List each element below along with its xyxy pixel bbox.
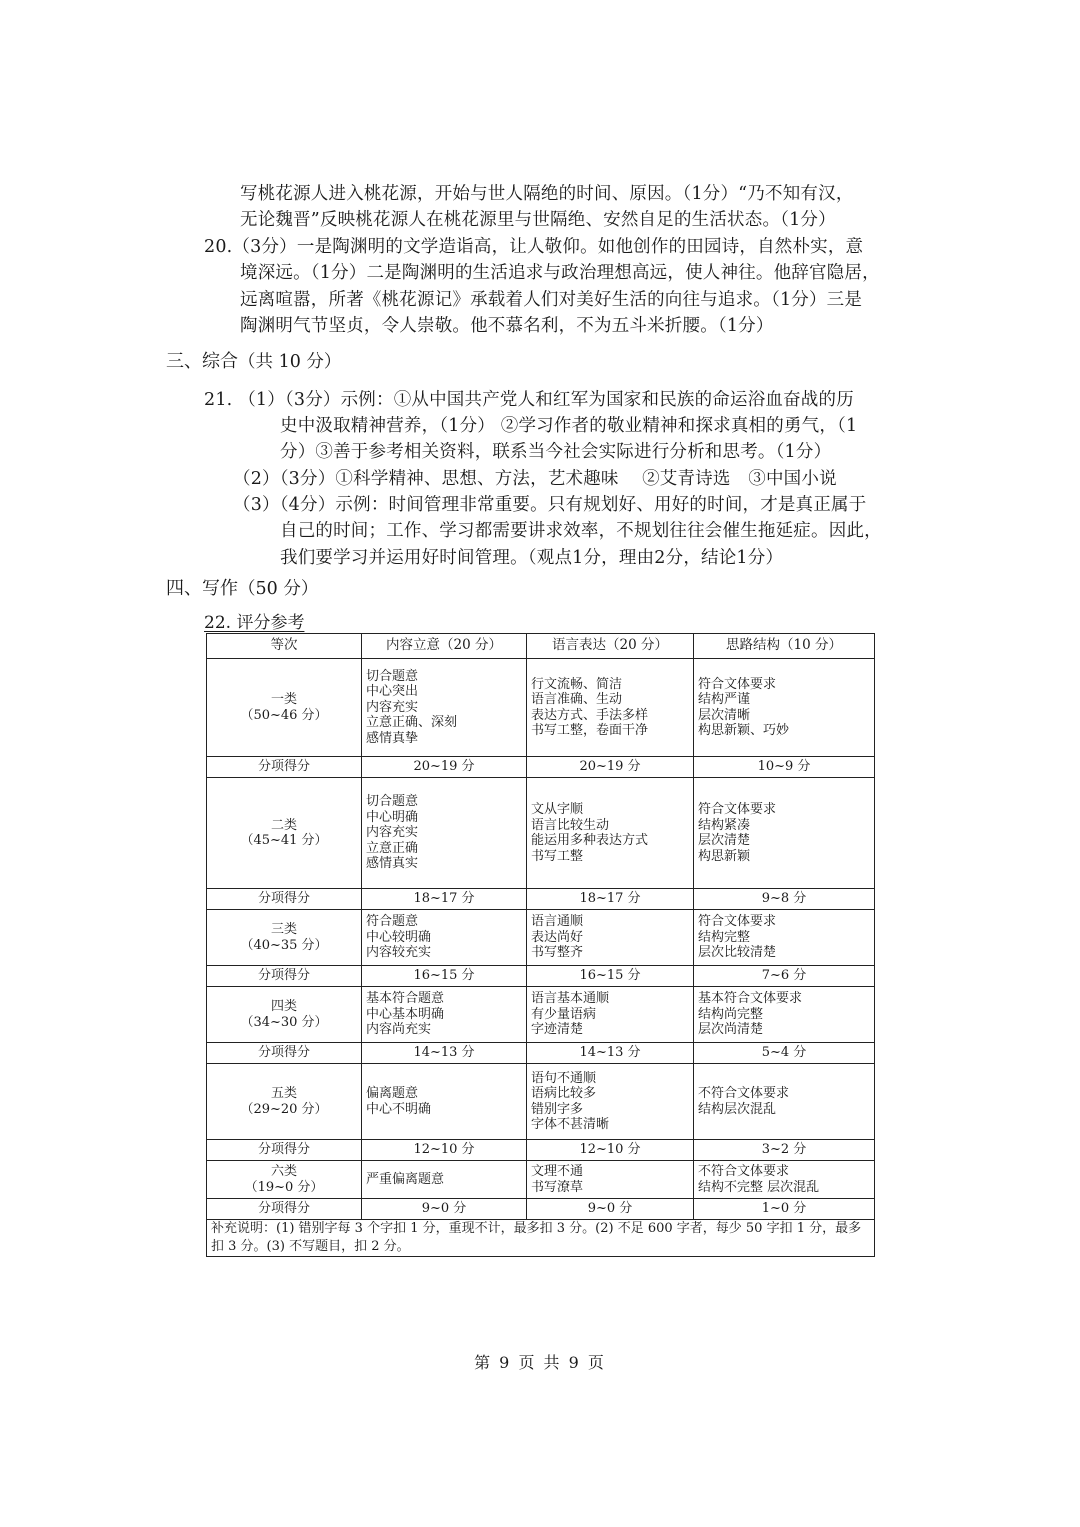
table-header-row: [207, 634, 875, 659]
language-criterion: 语言基本通顺: [531, 991, 610, 1007]
structure-criterion: 结构完整: [698, 929, 751, 945]
content-criterion: 内容充实: [366, 825, 419, 841]
q20-line-3: 远离喧嚣，所著《桃花源记》承载着人们对美好生活的向往与追求。（1分）三是: [240, 290, 863, 310]
language-criteria-cell: [527, 778, 694, 889]
q21-line-2: 史中汲取精神营养，（1分） ②学习作者的敬业精神和探求真相的勇气，（1: [280, 416, 858, 436]
subscore-value: 18~17 分: [527, 889, 694, 910]
subscore-value: 10~9 分: [694, 757, 875, 778]
section-3-heading: [166, 350, 341, 374]
structure-criterion: 结构紧凑: [698, 817, 751, 833]
language-criterion: 语病比较多: [531, 1086, 597, 1101]
subscore-value: 20~19 分: [362, 757, 527, 778]
q21-line-7: 我们要学习并运用好时间管理。（观点1分，理由2分，结论1分）: [280, 548, 784, 568]
language-criterion: 行文流畅、简洁: [531, 676, 623, 692]
grade-range: （45~41 分）: [240, 833, 328, 848]
section-3-title: 三、综合: [166, 351, 238, 372]
structure-criterion: 结构尚完整: [698, 1006, 764, 1022]
content-criterion: 感情真挚: [366, 730, 419, 746]
content-criterion: 内容较充实: [366, 945, 432, 961]
subscore-row: [207, 1140, 875, 1161]
subscore-value: 16~15 分: [362, 966, 527, 987]
language-criterion: 书写工整，卷面干净: [531, 723, 649, 738]
subscore-row: [207, 966, 875, 987]
content-criteria-cell: [362, 659, 527, 757]
subscore-label: 分项得分: [207, 889, 362, 910]
q20-line-2: 境深远。（1分）二是陶渊明的生活追求与政治理想高远，使人神往。他辞官隐居，: [240, 263, 880, 283]
subscore-value: 9~0 分: [362, 1199, 527, 1220]
structure-criterion: 层次清楚: [698, 833, 751, 848]
q20-line-4: 陶渊明气节坚贞，令人崇敬。他不慕名利，不为五斗米折腰。（1分）: [240, 316, 774, 336]
subscore-value: 18~17 分: [362, 889, 527, 910]
content-criterion: 中心较明确: [366, 929, 432, 945]
structure-criterion: 层次比较清楚: [698, 945, 777, 961]
language-criterion: 书写潦草: [531, 1179, 584, 1195]
grade-row: [207, 659, 875, 757]
structure-criterion: 符合文体要求: [698, 676, 777, 692]
grade-range: （40~35 分）: [240, 937, 328, 953]
section-4-heading: [166, 577, 318, 601]
language-criterion: 错别字多: [531, 1101, 584, 1117]
subscore-value: 14~13 分: [527, 1043, 694, 1064]
structure-criterion: 符合文体要求: [698, 802, 777, 817]
language-criteria-cell: [527, 987, 694, 1043]
structure-criterion: 层次尚清楚: [698, 1022, 764, 1038]
grade-name: 四类: [270, 999, 297, 1014]
language-criterion: 文从字顺: [531, 802, 584, 817]
subscore-value: 1~0 分: [694, 1199, 875, 1220]
header-language: 语言表达（20 分）: [527, 634, 694, 659]
grade-name: 六类: [270, 1164, 297, 1179]
grade-name: 二类: [270, 817, 297, 833]
subscore-row: [207, 1043, 875, 1064]
q20-line-1: 20.（3分）一是陶渊明的文学造诣高，让人敬仰。如他创作的田园诗，自然朴实，意: [204, 237, 864, 257]
subscore-value: 9~8 分: [694, 889, 875, 910]
content-criteria-cell: [362, 778, 527, 889]
header-content: 内容立意（20 分）: [362, 634, 527, 659]
language-criteria-cell: [527, 1064, 694, 1140]
grade-row: [207, 778, 875, 889]
content-criteria-cell: [362, 1064, 527, 1140]
grade-cell: [207, 1161, 362, 1199]
content-criterion: 偏离题意: [366, 1086, 419, 1101]
content-criteria-cell: [362, 987, 527, 1043]
subscore-label: 分项得分: [207, 966, 362, 987]
structure-criteria-cell: [694, 910, 875, 966]
q21-line-1: 21. （1）（3分）示例：①从中国共产党人和红军为国家和民族的命运浴血奋战的历: [204, 390, 854, 410]
content-criterion: 内容充实: [366, 699, 419, 715]
structure-criterion: 结构不完整 层次混乱: [698, 1179, 820, 1195]
grade-range: （19~0 分）: [244, 1179, 324, 1195]
structure-criterion: 结构严谨: [698, 692, 751, 707]
q21-line-4: （2）（3分）①科学精神、思想、方法，艺术趣味 ②艾青诗选 ③中国小说: [233, 469, 837, 489]
grade-row: [207, 1161, 875, 1199]
subscore-value: 16~15 分: [527, 966, 694, 987]
structure-criterion: 不符合文体要求: [698, 1086, 790, 1101]
grade-row: [207, 910, 875, 966]
q21-line-3: 分）③善于参考相关资料，联系当今社会实际进行分析和思考。（1分）: [280, 442, 832, 462]
structure-criteria-cell: [694, 659, 875, 757]
subscore-row: [207, 1199, 875, 1220]
content-criterion: 中心突出: [366, 684, 419, 700]
language-criterion: 文理不通: [531, 1164, 584, 1179]
structure-criterion: 构思新颖、巧妙: [698, 723, 790, 738]
grade-cell: [207, 1064, 362, 1140]
page-footer: 第 9 页 共 9 页: [474, 1353, 606, 1372]
subscore-label: 分项得分: [207, 1043, 362, 1064]
structure-criterion: 不符合文体要求: [698, 1164, 790, 1179]
structure-criteria-cell: [694, 1064, 875, 1140]
content-criterion: 感情真实: [366, 856, 419, 872]
structure-criteria-cell: [694, 1161, 875, 1199]
language-criteria-cell: [527, 659, 694, 757]
body-line-2: 无论魏晋”反映桃花源人在桃花源里与世隔绝、安然自足的生活状态。（1分）: [240, 210, 836, 230]
grade-cell: [207, 910, 362, 966]
language-criterion: 表达尚好: [531, 929, 584, 945]
grade-range: （50~46 分）: [240, 707, 328, 723]
language-criterion: 能运用多种表达方式: [531, 833, 649, 848]
subscore-row: [207, 889, 875, 910]
subscore-value: 14~13 分: [362, 1043, 527, 1064]
section-4-title: 四、写作: [166, 578, 238, 599]
content-criterion: 立意正确: [366, 840, 419, 856]
content-criterion: 中心基本明确: [366, 1006, 445, 1022]
content-criterion: 内容尚充实: [366, 1022, 432, 1038]
grade-name: 五类: [270, 1086, 297, 1101]
language-criterion: 语句不通顺: [531, 1070, 597, 1086]
language-criteria-cell: [527, 1161, 694, 1199]
structure-criterion: 构思新颖: [698, 848, 751, 864]
grade-name: 三类: [270, 922, 297, 937]
grade-cell: [207, 778, 362, 889]
header-structure: 思路结构（10 分）: [694, 634, 875, 659]
subscore-label: 分项得分: [207, 1140, 362, 1161]
grade-row: [207, 987, 875, 1043]
structure-criterion: 结构层次混乱: [698, 1101, 777, 1117]
language-criterion: 表达方式、手法多样: [531, 707, 649, 723]
q21-line-5: （3）（4分）示例：时间管理非常重要。只有规划好、用好的时间，才是真正属于: [233, 495, 867, 515]
subscore-value: 12~10 分: [527, 1140, 694, 1161]
section-4-score: （50 分）: [238, 579, 319, 599]
language-criterion: 字迹清楚: [531, 1022, 584, 1038]
table-body: [207, 659, 875, 1220]
language-criterion: 书写整齐: [531, 945, 584, 961]
structure-criterion: 层次清晰: [698, 707, 751, 723]
content-criteria-cell: [362, 1161, 527, 1199]
structure-criterion: 符合文体要求: [698, 914, 777, 930]
grade-cell: [207, 659, 362, 757]
subscore-value: 20~19 分: [527, 757, 694, 778]
subscore-row: [207, 757, 875, 778]
note-row: [207, 1220, 875, 1257]
content-criterion: 中心不明确: [366, 1101, 432, 1117]
content-criterion: 切合题意: [366, 794, 419, 810]
content-criterion: 基本符合题意: [366, 991, 445, 1007]
content-criterion: 符合题意: [366, 914, 419, 930]
subscore-value: 3~2 分: [694, 1140, 875, 1161]
language-criterion: 语言准确、生动: [531, 692, 623, 707]
language-criterion: 书写工整: [531, 848, 584, 864]
structure-criterion: 基本符合文体要求: [698, 991, 803, 1007]
table-note: 补充说明：(1) 错别字每 3 个字扣 1 分，重现不计，最多扣 3 分。(2) 不足 600 字者，每少 50 字扣 1 分，最多扣 3 分。(3) 不写题目，扣 2 分。: [207, 1220, 875, 1257]
body-line-1: 写桃花源人进入桃花源，开始与世人隔绝的时间、原因。（1分）“乃不知有汉，: [240, 184, 854, 204]
language-criterion: 语言通顺: [531, 914, 584, 930]
subscore-value: 7~6 分: [694, 966, 875, 987]
language-criterion: 有少量语病: [531, 1006, 597, 1022]
content-criterion: 切合题意: [366, 668, 419, 684]
scoring-table: [206, 633, 875, 1257]
q21-line-6: 自己的时间；工作、学习都需要讲求效率，不规划往往会催生拖延症。因此，: [280, 521, 882, 541]
language-criterion: 语言比较生动: [531, 817, 610, 833]
subscore-value: 5~4 分: [694, 1043, 875, 1064]
grade-range: （29~20 分）: [240, 1101, 328, 1117]
language-criteria-cell: [527, 910, 694, 966]
header-grade: 等次: [207, 634, 362, 659]
subscore-label: 分项得分: [207, 1199, 362, 1220]
section-3-score: （共 10 分）: [238, 352, 342, 372]
grade-range: （34~30 分）: [240, 1014, 328, 1030]
subscore-value: 9~0 分: [527, 1199, 694, 1220]
grade-name: 一类: [270, 692, 297, 707]
subscore-label: 分项得分: [207, 757, 362, 778]
grade-row: [207, 1064, 875, 1140]
content-criteria-cell: [362, 910, 527, 966]
content-criterion: 立意正确、深刻: [366, 715, 458, 731]
structure-criteria-cell: [694, 987, 875, 1043]
language-criterion: 字体不甚清晰: [531, 1117, 610, 1132]
content-criterion: 中心明确: [366, 809, 419, 825]
subscore-value: 12~10 分: [362, 1140, 527, 1161]
structure-criteria-cell: [694, 778, 875, 889]
content-criterion: 严重偏离题意: [366, 1171, 445, 1187]
table-caption: 22. 评分参考: [204, 613, 305, 633]
grade-cell: [207, 987, 362, 1043]
